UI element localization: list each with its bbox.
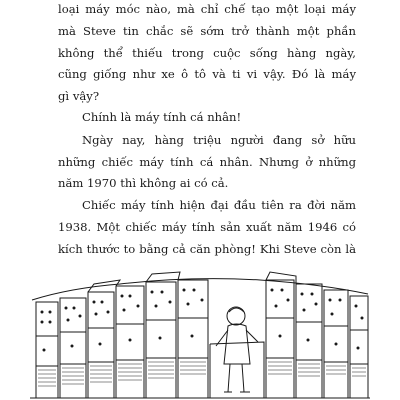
- text-line: kích thước to bằng cả căn phòng! Khi Steve còn là: [58, 242, 356, 256]
- text-line: mà Steve tin chắc sẽ sớm trở thành một phần: [58, 24, 356, 38]
- text-line: không thể thiếu trong cuộc sống hàng ngày,: [58, 46, 356, 60]
- text-line: Chiếc máy tính hiện đại đầu tiên ra đời năm: [82, 198, 356, 212]
- text-line: gì vậy?: [58, 89, 100, 103]
- text-line: những chiếc máy tính cá nhân. Nhưng ở những: [58, 155, 356, 169]
- text-line: cũng giống như xe ô tô và ti vi vậy. Đó là máy: [58, 67, 356, 81]
- mainframe-computer-illustration: [30, 266, 370, 400]
- text-line: Ngày nay, hàng triệu người đang sở hữu: [82, 133, 356, 147]
- text-line: Chính là máy tính cá nhân!: [82, 110, 242, 124]
- text-line: 1938. Một chiếc máy tính sản xuất năm 1946 có: [58, 220, 356, 234]
- text-line: loại máy móc nào, mà chỉ chế tạo một loại máy: [58, 2, 356, 16]
- text-line: năm 1970 thì không ai có cả.: [58, 176, 229, 190]
